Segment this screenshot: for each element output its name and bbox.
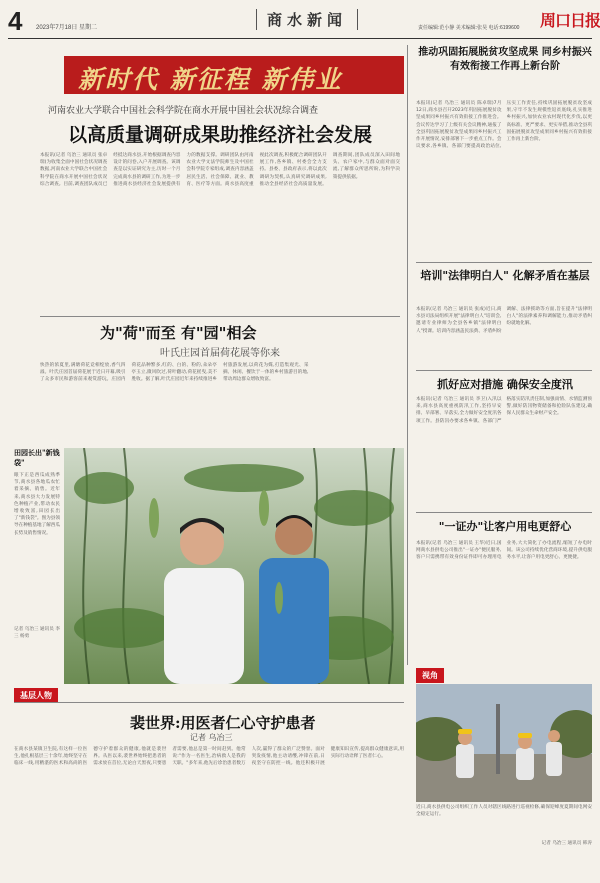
lotus-subhead: 叶氏庄园首届荷花展等你来 (160, 348, 280, 359)
section-rule (40, 316, 400, 317)
people-body: 在商水县某镇卫生院,有这样一位医生,他扎根基层三十余年,始终坚守在临床一线,用精湛的医术和高尚的医德守护着群众的健康,他就是裴世界。从医以来,裴世界始终把患者的需求放在首位,无论白天黑夜,只要患者需要,他总是第一时间赶到。他常说:"作为一名医生,治病救人是我的天职。"多年来,他先后诊治患者数万人次,赢得了群众的广泛赞誉。面对突发疫情,他主动请缨,冲锋在前,日夜坚守在防控一线。他还积极开展健康知识宣传,提高群众健康意识,用实际行动诠释了医者仁心。 (14, 747, 404, 767)
power-body: 本报讯(记者 乌冶三 通讯员 王华)近日,国网商水县供电公司推出"一证办"便民服务,客户只需携带有效身份证件即可办理用电业务,大大简化了办电流程,缩短了办电时间。该公司持续优化营商环境,提升供电服务水平,让客户用电更舒心、更便捷。 (416, 541, 592, 561)
poverty-headline: 推动巩固拓展脱贫攻坚成果 同乡村振兴有效衔接工作再上新台阶 (418, 47, 592, 72)
repair-credit: 记者 乌冶三 通讯员 韩涛 (541, 841, 592, 846)
section-title: 商水新闻 (256, 9, 358, 30)
law-body: 本报讯(记者 乌冶三 通讯员 张成)近日,商水县司法局组织开展"法律明白人"培训会,邀请专业律师为全县各乡镇"法律明白人"授课。培训内容涵盖民法典、矛盾纠纷调解、法律援助等方面,旨在提升"法律明白人"的法律素养和调解能力,推动矛盾纠纷就地化解。 (416, 307, 592, 334)
page-number: 4 (8, 6, 23, 36)
lead-kicker: 河南农业大学联合中国社会科学院在商水开展中国社会状况综合调查 (48, 106, 319, 116)
banner-slogan: 新时代 新征程 新伟业 (78, 65, 343, 94)
poverty-body: 本报讯(记者 乌冶三 通讯员 陈卓瑞)7月12日,商水县召开2023年巩固拓展脱贫攻坚成果同乡村振兴有效衔接工作推进会。会议传达学习了上级有关会议精神,通报了全县巩固拓展脱贫攻坚成果同乡村振兴工作开展情况,安排部署下一步重点工作。会议要求,各乡镇、各部门要提高政治站位,压实工作责任,持续巩固拓展脱贫攻坚成果,守牢不发生规模性返贫底线,扎实推进乡村振兴,加快农业农村现代化步伐,以更高标准、更严要求、更实举措,推动全县巩固拓展脱贫攻坚成果同乡村振兴有效衔接工作再上新台阶。 (416, 101, 592, 150)
people-tag: 基层人物 (14, 688, 58, 703)
photo-tag: 视角 (416, 668, 444, 683)
lead-body: 本报讯(记者 乌冶三 通讯员 张卓瑞)为收集全面中国社会状况调查数据,河南农业大学联合中国社会科学院在商水开展中国社会状况综合调查。目前,调查团队成员已经抵达商水县,开始根据调查内容设计的问卷,入户开展调查。该调查是以实证研究为主,历时一个月完成商水县的调研工作,为进一步推进商水县经济社会发展提供有力的数据支撑。调研团队由河南农业大学文法学院师生及中国社会科学院专家组成,调查内容涵盖居民生活、社会保障、就业、教育、医疗等方面。商水县高度重视此次调查,积极配合调研团队开展工作,各乡镇、村委会全力支持。县委、县政府表示,将以此次调研为契机,认真研究调研成果,推动全县经济社会高质量发展。调查期间,团队成员深入田间地头、农户家中,与群众面对面交流,了解群众所思所盼,为科学决策提供依据。 (40, 153, 400, 187)
people-rule (14, 702, 404, 703)
lotus-headline: 为"荷"而至 有"园"相会 (100, 324, 257, 342)
power-headline: "一证办"让客户用电更舒心 (438, 520, 572, 533)
lead-headline: 以高质量调研成果助推经济社会发展 (67, 124, 372, 146)
power-rule (416, 512, 592, 513)
photo-title: 田园长出"新钱袋" (14, 448, 60, 467)
masthead-rule (8, 38, 592, 39)
photo-caption-block (14, 448, 60, 684)
repair-photo (416, 684, 592, 802)
safety-body: 本报讯(记者 乌冶三 通讯员 李卫)入汛以来,商水县高度重视防汛工作,坚持早安排、早部署、早落实,全力做好安全度汛各项工作。县防汛办要求各乡镇、各部门严格落实防汛责任制,加强雨情、水情监测预警,做好防汛物资储备和抢险队伍建设,确保人民群众生命财产安全。 (416, 397, 592, 424)
column-divider (407, 45, 408, 665)
repair-caption: 近日,商水县供电公司组织工作人员对辖区线路进行巡视检修,确保迎峰度夏期间电网安全稳定运行。 (416, 805, 592, 818)
people-headline: 裴世界:用医者仁心守护患者 (130, 714, 316, 732)
newspaper-logo: 周口日报 (540, 11, 600, 30)
people-byline: 记者 乌冶三 (190, 733, 233, 742)
lotus-body: 快热的浓夏里,满塘荷花竞相绽放,香气四溢。叶氏庄园首届荷花展于近日开幕,吸引了众多市民和游客前来观赏游玩。庄园内荷花品种繁多,红的、白的、粉的,朵朵亭亭玉立,微风吹过,荷叶翻动,荷花摇曳,美不胜收。据了解,叶氏庄园近年来持续推进乡村旅游发展,以荷花为媒,打造集观光、采摘、休闲、餐饮于一体的乡村旅游目的地,带动周边群众增收致富。 (40, 363, 309, 383)
editor-credits: 责任编辑:范小静 美术编辑:张昊 电话:6199600 (418, 25, 520, 31)
law-rule (416, 262, 592, 263)
dateline: 2023年7月18日 星期二 (36, 25, 98, 31)
farm-photo (64, 448, 404, 684)
masthead (0, 0, 600, 38)
safety-headline: 抓好应对措施 确保安全度汛 (437, 378, 573, 391)
law-headline: 培训"法律明白人" 化解矛盾在基层 (420, 269, 590, 282)
safety-rule (416, 370, 592, 371)
photo-caption: 眼下正是西瓜成熟季节,商水县各地瓜农忙着采摘、销售。近年来,商水县大力发展特色种植产业,带动农民增收致富,田园长出了"新钱袋"。图为县领导在种植基地了解西瓜长势及销售情况。 (14, 473, 60, 536)
photo-credit: 记者 乌冶三 通讯员 李三 杨勇 (14, 627, 60, 640)
